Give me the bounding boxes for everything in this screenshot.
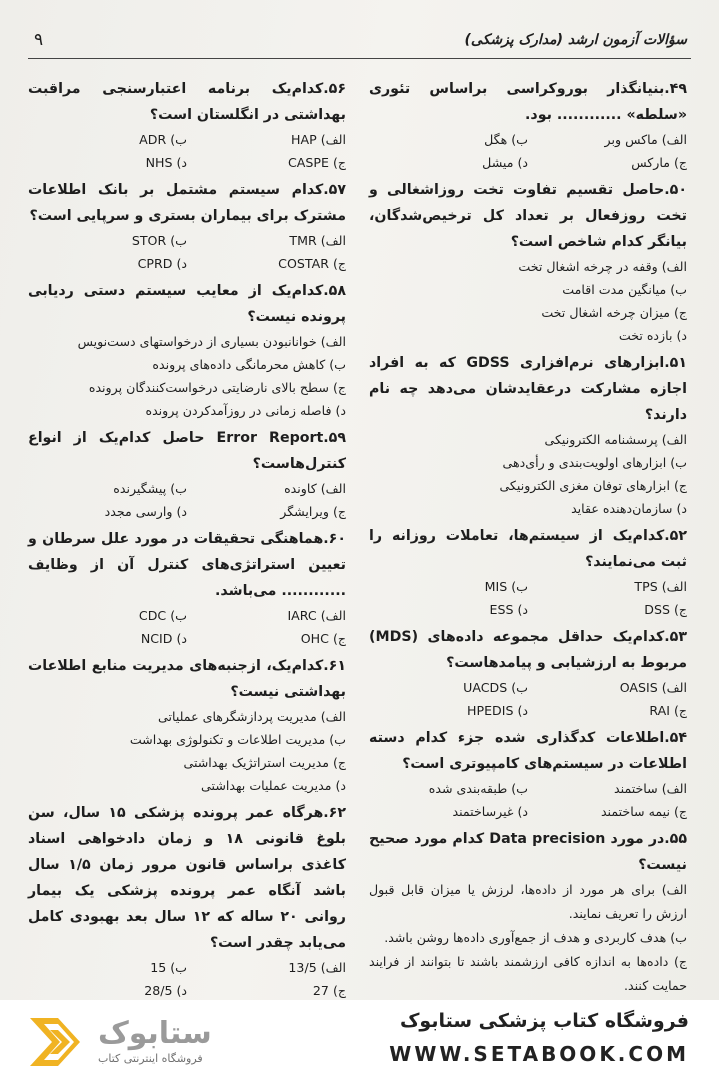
question-stem: ۵۰.حاصل تقسیم تفاوت تخت روزاشغالی و تخت روزفعال بر تعداد کل ترخیص‌شدگان، بیانگر کدام شاخص است؟ — [369, 182, 687, 250]
answer-option: ج) نیمه ساختمند — [600, 804, 687, 819]
answer-option: د) فاصله زمانی در روزآمدکردن پرونده — [145, 403, 346, 418]
answer-option: الف) ساختمند — [614, 781, 687, 796]
option-grid — [369, 128, 687, 174]
question-stem: ۵۶.کدام‌یک برنامه اعتبارسنجی مراقبت بهداشتی در انگلستان است؟ — [28, 81, 346, 123]
answer-option: الف) 13/5 — [288, 960, 346, 975]
answer-option: الف) کاونده — [284, 481, 346, 496]
answer-option: د) میشل — [482, 155, 528, 170]
answer-option: ب) MIS — [484, 579, 528, 594]
answer-option: د) وارسی مجدد — [104, 504, 187, 519]
chevron-logo-icon — [28, 1014, 92, 1070]
answer-option: الف) ماکس وبر — [604, 132, 687, 147]
answer-option: ب) STOR — [131, 233, 187, 248]
question-item — [28, 76, 346, 174]
answer-option: د) غیرساختمند — [452, 804, 528, 819]
answer-option: ج) داده‌ها به اندازه کافی ارزشمند باشند تا بتوانند از فرایند حمایت کنند. — [369, 954, 687, 993]
question-item — [28, 800, 346, 1000]
option-grid — [28, 477, 346, 523]
answer-option: ج) ویرایشگر — [280, 504, 346, 519]
answer-option: ب) میانگین مدت اقامت — [562, 282, 687, 297]
option-grid — [28, 604, 346, 650]
question-item — [28, 526, 346, 650]
answer-option: ج) OHC — [300, 631, 346, 646]
question-stem: ۶۲.هرگاه عمر پرونده پزشکی ۱۵ سال، سن بلوغ قانونی ۱۸ و زمان دادخواهی اسناد کاغذی براساس قانون مرور زمان ۱/۵ سال باشد آنگاه عمر پرونده پزشکی یک بیمار روانی ۲۰ ساله که ۱۲ سال بعد بهبودی کامل می‌یابد چقدر است؟ — [28, 805, 347, 951]
answer-option: الف) IARC — [287, 608, 346, 623]
question-item — [369, 350, 687, 520]
answer-option: ب) ADR — [139, 132, 187, 147]
question-stem: ۵۷.کدام سیستم مشتمل بر بانک اطلاعات مشترک برای بیماران بستری و سرپایی است؟ — [28, 182, 346, 224]
answer-option: الف) وقفه در چرخه اشغال تخت — [518, 259, 687, 274]
question-stem: ۵۵.در مورد Data precision کدام مورد صحیح نیست؟ — [369, 831, 687, 873]
option-grid — [28, 128, 346, 174]
answer-option: ب) 15 — [150, 960, 187, 975]
answer-option: د) NHS — [145, 155, 187, 170]
option-grid — [28, 956, 346, 1000]
right-column — [369, 76, 687, 1000]
answer-option: ج) DSS — [644, 602, 687, 617]
answer-option: ج) مارکس — [631, 155, 687, 170]
answer-option: د) NCID — [140, 631, 187, 646]
logo-wordmark: ستابوک — [98, 1016, 212, 1051]
answer-option: د) مدیریت عملیات بهداشتی — [201, 778, 346, 793]
answer-option: د) CPRD — [137, 256, 187, 271]
question-item — [369, 177, 687, 347]
page-header — [28, 24, 691, 59]
logo-tagline: فروشگاه اینترنتی کتاب — [98, 1052, 203, 1065]
answer-option: ج) COSTAR — [278, 256, 346, 271]
store-logo — [28, 1014, 278, 1070]
question-item — [369, 624, 687, 722]
question-stem: ۶۰.هماهنگی تحقیقات در مورد علل سرطان و تعیین استراتژی‌های کنترل آن از وظایف ............ می‌باشد. — [28, 531, 346, 599]
question-stem: ۶۱.کدام‌یک، ازجنبه‌های مدیریت منابع اطلاعات بهداشتی نیست؟ — [28, 658, 346, 700]
question-item — [28, 653, 346, 797]
answer-option: الف) HAP — [291, 132, 346, 147]
answer-option: ب) UACDS — [463, 680, 528, 695]
answer-option: د) سازمان‌دهنده عقاید — [571, 501, 687, 516]
question-stem: ۵۹.Error Report حاصل کدام‌یک از انواع کنترل‌هاست؟ — [28, 430, 346, 472]
answer-option: ج) مدیریت استراتژیک بهداشتی — [183, 755, 346, 770]
question-item — [28, 278, 346, 422]
answer-option: ب) مدیریت اطلاعات و تکنولوژی بهداشت — [129, 732, 346, 747]
option-grid — [28, 229, 346, 275]
left-column — [28, 76, 346, 1000]
answer-option: ب) هگل — [484, 132, 528, 147]
option-grid — [369, 777, 687, 823]
question-stem: ۵۳.کدام‌یک حداقل مجموعه داده‌های (MDS) مربوط به ارزشیابی و پیامدهاست؟ — [369, 629, 687, 671]
answer-option: ج) سطح بالای نارضایتی درخواست‌کنندگان پرونده — [88, 380, 346, 395]
answer-option: الف) OASIS — [619, 680, 687, 695]
answer-option: الف) برای هر مورد از داده‌ها، لرزش یا میزان قابل قبول ارزش را تعریف نمایند. — [369, 882, 687, 921]
store-name: فروشگاه کتاب پزشکی ستابوک — [399, 1010, 689, 1032]
question-item — [28, 177, 346, 275]
answer-option: ج) ابزارهای توفان مغزی الکترونیکی — [499, 478, 687, 493]
answer-option: ب) هدف کاربردی و هدف از جمع‌آوری داده‌ها روشن باشد. — [384, 930, 687, 945]
answer-option: ب) کاهش محرمانگی داده‌های پرونده — [152, 357, 346, 372]
option-grid — [369, 575, 687, 621]
option-grid — [369, 676, 687, 722]
answer-option: ب) پیشگیرنده — [113, 481, 187, 496]
question-item — [369, 826, 687, 1000]
question-item — [369, 523, 687, 621]
answer-option: ج) RAI — [649, 703, 687, 718]
answer-option: الف) TMR — [289, 233, 346, 248]
answer-option: ج) CASPE — [287, 155, 346, 170]
answer-option: ج) میزان چرخه اشغال تخت — [541, 305, 687, 320]
question-item — [369, 725, 687, 823]
answer-option: د) بازده تخت — [618, 328, 687, 343]
question-stem: ۵۴.اطلاعات کدگذاری شده جزء کدام دسته اطلاعات در سیستم‌های کامپیوتری است؟ — [369, 730, 687, 772]
question-item — [28, 425, 346, 523]
running-title: سؤالات آزمون ارشد (مدارک پزشکی) — [464, 32, 687, 48]
answer-option: د) HPEDIS — [467, 703, 528, 718]
question-stem: ۵۱.ابزارهای نرم‌افزاری GDSS که به افراد اجازه مشارکت درعقایدشان می‌دهد چه نام دارند؟ — [369, 355, 687, 423]
store-url[interactable]: WWW.SETABOOK.COM — [389, 1042, 689, 1066]
answer-option: ب) طبقه‌بندی شده — [428, 781, 528, 796]
store-footer-banner — [0, 1000, 719, 1080]
question-item — [369, 76, 687, 174]
answer-option: الف) مدیریت پردازشگرهای عملیاتی — [157, 709, 346, 724]
answer-option: الف) TPS — [634, 579, 687, 594]
answer-option: ب) CDC — [138, 608, 187, 623]
answer-option: د) 28/5 — [144, 983, 187, 998]
answer-option: الف) پرسشنامه الکترونیکی — [544, 432, 687, 447]
question-stem: ۵۲.کدام‌یک از سیستم‌ها، تعاملات روزانه را ثبت می‌نمایند؟ — [369, 528, 687, 570]
answer-option: د) ESS — [489, 602, 528, 617]
answer-option: ب) ابزارهای اولویت‌بندی و رأی‌دهی — [502, 455, 687, 470]
question-stem: ۴۹.بنیانگذار بوروکراسی براساس تئوری «سلطه» ............ بود. — [369, 81, 687, 123]
question-stem: ۵۸.کدام‌یک از معایب سیستم دستی ردیابی پرونده نیست؟ — [28, 283, 346, 325]
answer-option: الف) خوانانبودن بسیاری از درخواستهای دست‌نویس — [77, 334, 346, 349]
answer-option: ج) 27 — [312, 983, 346, 998]
page-number: ۹ — [34, 30, 44, 50]
